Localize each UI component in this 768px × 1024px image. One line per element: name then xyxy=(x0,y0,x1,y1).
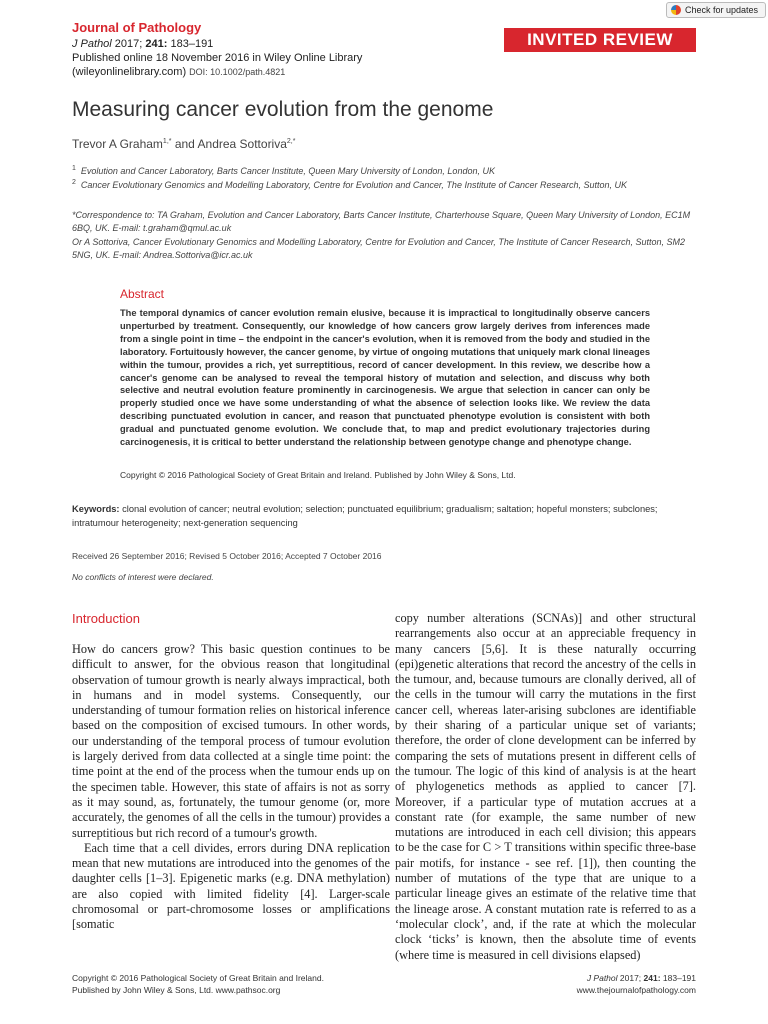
crossmark-icon xyxy=(671,5,681,15)
article-title: Measuring cancer evolution from the genome xyxy=(72,98,494,121)
footer-publisher: Published by John Wiley & Sons, Ltd. www.pathsoc.org xyxy=(72,985,281,995)
doi[interactable]: DOI: 10.1002/path.4821 xyxy=(189,67,286,77)
citation-year: 2017; xyxy=(111,38,146,50)
affiliation xyxy=(72,179,627,190)
affiliation-text: Evolution and Cancer Laboratory, Barts Cancer Institute, Queen Mary University of London, London, UK xyxy=(80,166,495,176)
author-name: Trevor A Graham xyxy=(72,137,163,151)
keywords-label: Keywords: xyxy=(72,504,120,514)
citation-volume: 241: xyxy=(145,38,168,50)
author-name: Andrea Sottoriva xyxy=(197,137,287,151)
abstract-heading: Abstract xyxy=(120,287,165,301)
footer-year: 2017; xyxy=(617,973,644,983)
invited-review-badge: INVITED REVIEW xyxy=(504,28,696,52)
author-superscript: 1,* xyxy=(162,138,172,145)
affiliation-text: Cancer Evolutionary Genomics and Modelling Laboratory, Centre for Evolution and Cancer, The Institute of Cancer Research, Sutton, UK xyxy=(80,180,628,190)
body-column-right xyxy=(395,611,696,963)
conflicts-statement: No conflicts of interest were declared. xyxy=(72,572,214,582)
body-column-left xyxy=(72,642,390,933)
author-superscript: 2,* xyxy=(286,138,296,145)
footer-journal: J Pathol xyxy=(586,973,618,983)
citation xyxy=(72,38,213,50)
check-updates-label: Check for updates xyxy=(685,5,759,15)
footer-pages: 183–191 xyxy=(660,973,696,983)
keywords-text: clonal evolution of cancer; neutral evolution; selection; punctuated equilibrium; gradualism; saltation; hopeful monsters; subclones; intratumour heterogeneity; next-generation sequencing xyxy=(72,504,658,528)
footer-citation xyxy=(520,972,696,984)
footer-right xyxy=(520,972,696,996)
introduction-heading: Introduction xyxy=(72,611,140,626)
correspondence: *Correspondence to: TA Graham, Evolution and Cancer Laboratory, Barts Cancer Institute, Charterhouse Square, Queen Mary University of London, EC1M 6BQ, UK. E-mail: t.graham@qmul.ac.uk xyxy=(72,210,691,233)
affiliation xyxy=(72,165,495,176)
check-for-updates-button[interactable] xyxy=(666,2,766,18)
body-paragraph: copy number alterations (SCNAs)] and other structural rearrangements also occur at an appreciable frequency in many cancers [5,6]. It is these naturally occurring (epi)genetic alterations that record the ancestry of the cells in the tumour, and, because tumours are clonally derived, all of the cells in the tumour will carry the mutations in the first cancer cell, whereas later-arising subclones are identifiable by their sharing of a particular unique set of variants; therefore, the order of clone development can be inferred by comparing the sets of mutations present in different cells of the tumour. The logic of this kind of analysis is at the heart of phylogenetics methods as applied to cancer [7]. Moreover, if a particular type of mutation accrues at a constant rate (for example, the same number of new mutations are introduced in each cell division; this appears to be the case for C > T transitions within specific three-base pair motifs, for instance - see ref. [1]), then counting the number of mutations of the type that are unique to a particular lineage gives an estimate of the relative time that the lineage arose. A constant mutation rate is referred to as a ‘molecular clock’, and, if the rate at which the molecular clock ‘ticks’ is known, then the absolute time of events (where time is measured in cell divisions elapsed) xyxy=(395,611,696,962)
author-conjunction: and xyxy=(171,137,198,151)
footer-copyright: Copyright © 2016 Pathological Society of Great Britain and Ireland. xyxy=(72,973,324,983)
affiliation-number: 2 xyxy=(72,179,76,186)
citation-pages: 183–191 xyxy=(167,38,214,50)
published-line: Published online 18 November 2016 in Wiley Online Library xyxy=(72,52,363,64)
correspondence: Or A Sottoriva, Cancer Evolutionary Genomics and Modelling Laboratory, Centre for Evolution and Cancer, The Institute of Cancer Research, Sutton, SM2 5NG, UK. E-mail: Andrea.Sottoriva@icr.ac.uk xyxy=(72,237,685,260)
journal-name: Journal of Pathology xyxy=(72,20,202,35)
affiliation-number: 1 xyxy=(72,165,76,172)
body-paragraph: Each time that a cell divides, errors during DNA replication mean that new mutations are introduced into the genomes of the daughter cells [1–3]. Epigenetic marks (e.g. DNA methylation) are also copied with limited fidelity [4]. Larger-scale chromosomal or part-chromosome losses or amplifications [somatic xyxy=(72,840,390,932)
footer-left xyxy=(72,972,324,996)
author-list xyxy=(72,137,295,151)
library-link[interactable]: (wileyonlinelibrary.com) xyxy=(72,66,190,78)
abstract-text: The temporal dynamics of cancer evolution remain elusive, because it is impractical to longitudinally observe cancers unperturbed by treatment. Consequently, our knowledge of how cancers grow largely derives from inferences made from a single point in time – the endpoint in the cancer's evolution, when it is removed from the body and studied in the laboratory. Fortuitously however, the cancer genome, by virtue of ongoing mutations that uniquely mark clonal lineages within the tumour, provides a rich, yet surreptitious, record of cancer development. In this review, we describe how a cancer's genome can be analysed to reveal the temporal history of mutation and selection, and discuss why both selective and neutral evolution feature prominently in carcinogenesis. We argue that selection in cancer can only be properly studied once we have some understanding of what the absence of selection looks like. We review the data describing punctuated evolution in cancer, and reason that punctuated phenotype evolution is consistent with both gradual and punctuated genome evolution. We conclude that, to map and predict evolutionary trajectories during carcinogenesis, it is critical to better understand the relationship between genotype change and phenotype change. xyxy=(120,308,650,448)
citation-journal: J Pathol xyxy=(72,38,112,50)
footer-volume: 241: xyxy=(643,973,661,983)
footer-website[interactable]: www.thejournalofpathology.com xyxy=(576,985,696,995)
keywords xyxy=(72,502,692,530)
abstract-copyright: Copyright © 2016 Pathological Society of Great Britain and Ireland. Published by John Wiley & Sons, Ltd. xyxy=(120,470,516,480)
doi-line xyxy=(72,66,285,78)
received-dates: Received 26 September 2016; Revised 5 October 2016; Accepted 7 October 2016 xyxy=(72,551,382,561)
body-paragraph: How do cancers grow? This basic question continues to be difficult to answer, for the obvious reason that longitudinal observation of tumour growth is nearly always impractical, both in humans and in model systems. Consequently, our understanding of tumour formation relies on historical inference based on the composition of excised tumours. In other words, our understanding of the temporal process of tumour evolution is largely derived from data collected at a single time point: the time point at the end of the process when the tumour ends up on the specimen table. However, this state of affairs is not as sorry as it may sound, as, fortunately, the tumour genome (or, more accurately, the genomes of all the cells in the tumour) provides a surreptitious but rich record of a tumour's growth. xyxy=(72,642,390,840)
